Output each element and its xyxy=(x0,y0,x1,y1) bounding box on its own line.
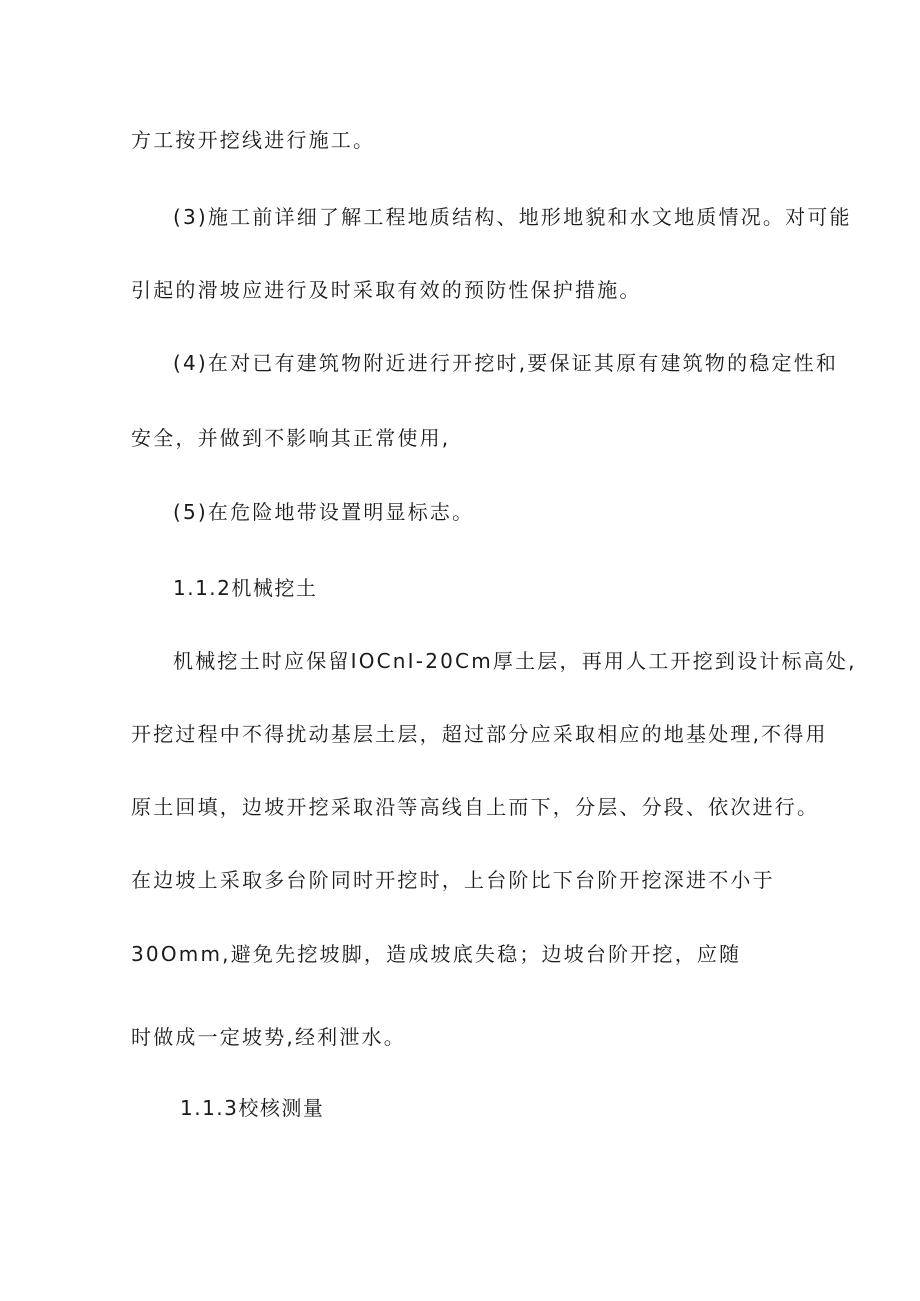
section-heading: 1.1.2机械挖土 xyxy=(173,576,318,600)
paragraph-line: 引起的滑坡应进行及时采取有效的预防性保护措施。 xyxy=(131,278,642,302)
paragraph-line: 30Omm,避免先挖坡脚，造成坡底失稳；边坡台阶开挖，应随 xyxy=(131,942,742,966)
paragraph-line: (3)施工前详细了解工程地质结构、地形地貌和水文地质情况。对可能 xyxy=(173,205,852,229)
paragraph-line: (5)在危险地带设置明显标志。 xyxy=(173,500,475,524)
paragraph-line: 时做成一定坡势,经利泄水。 xyxy=(131,1025,406,1049)
paragraph-line: 在边坡上采取多台阶同时开挖时，上台阶比下台阶开挖深进不小于 xyxy=(131,868,775,892)
paragraph-line: 机械挖土时应保留IOCnI-20Cm厚土层，再用人工开挖到设计标高处, xyxy=(173,649,857,673)
paragraph-line: 安全，并做到不影响其正常使用, xyxy=(131,426,451,450)
paragraph-line: (4)在对已有建筑物附近进行开挖时,要保证其原有建筑物的稳定性和 xyxy=(173,351,839,375)
paragraph-line: 开挖过程中不得扰动基层土层，超过部分应采取相应的地基处理,不得用 xyxy=(131,722,828,746)
paragraph-line: 原土回填，边坡开挖采取沿等高线自上而下，分层、分段、依次进行。 xyxy=(131,795,820,819)
section-heading: 1.1.3校核测量 xyxy=(180,1096,325,1120)
paragraph-line: 方工按开挖线进行施工。 xyxy=(131,128,376,152)
